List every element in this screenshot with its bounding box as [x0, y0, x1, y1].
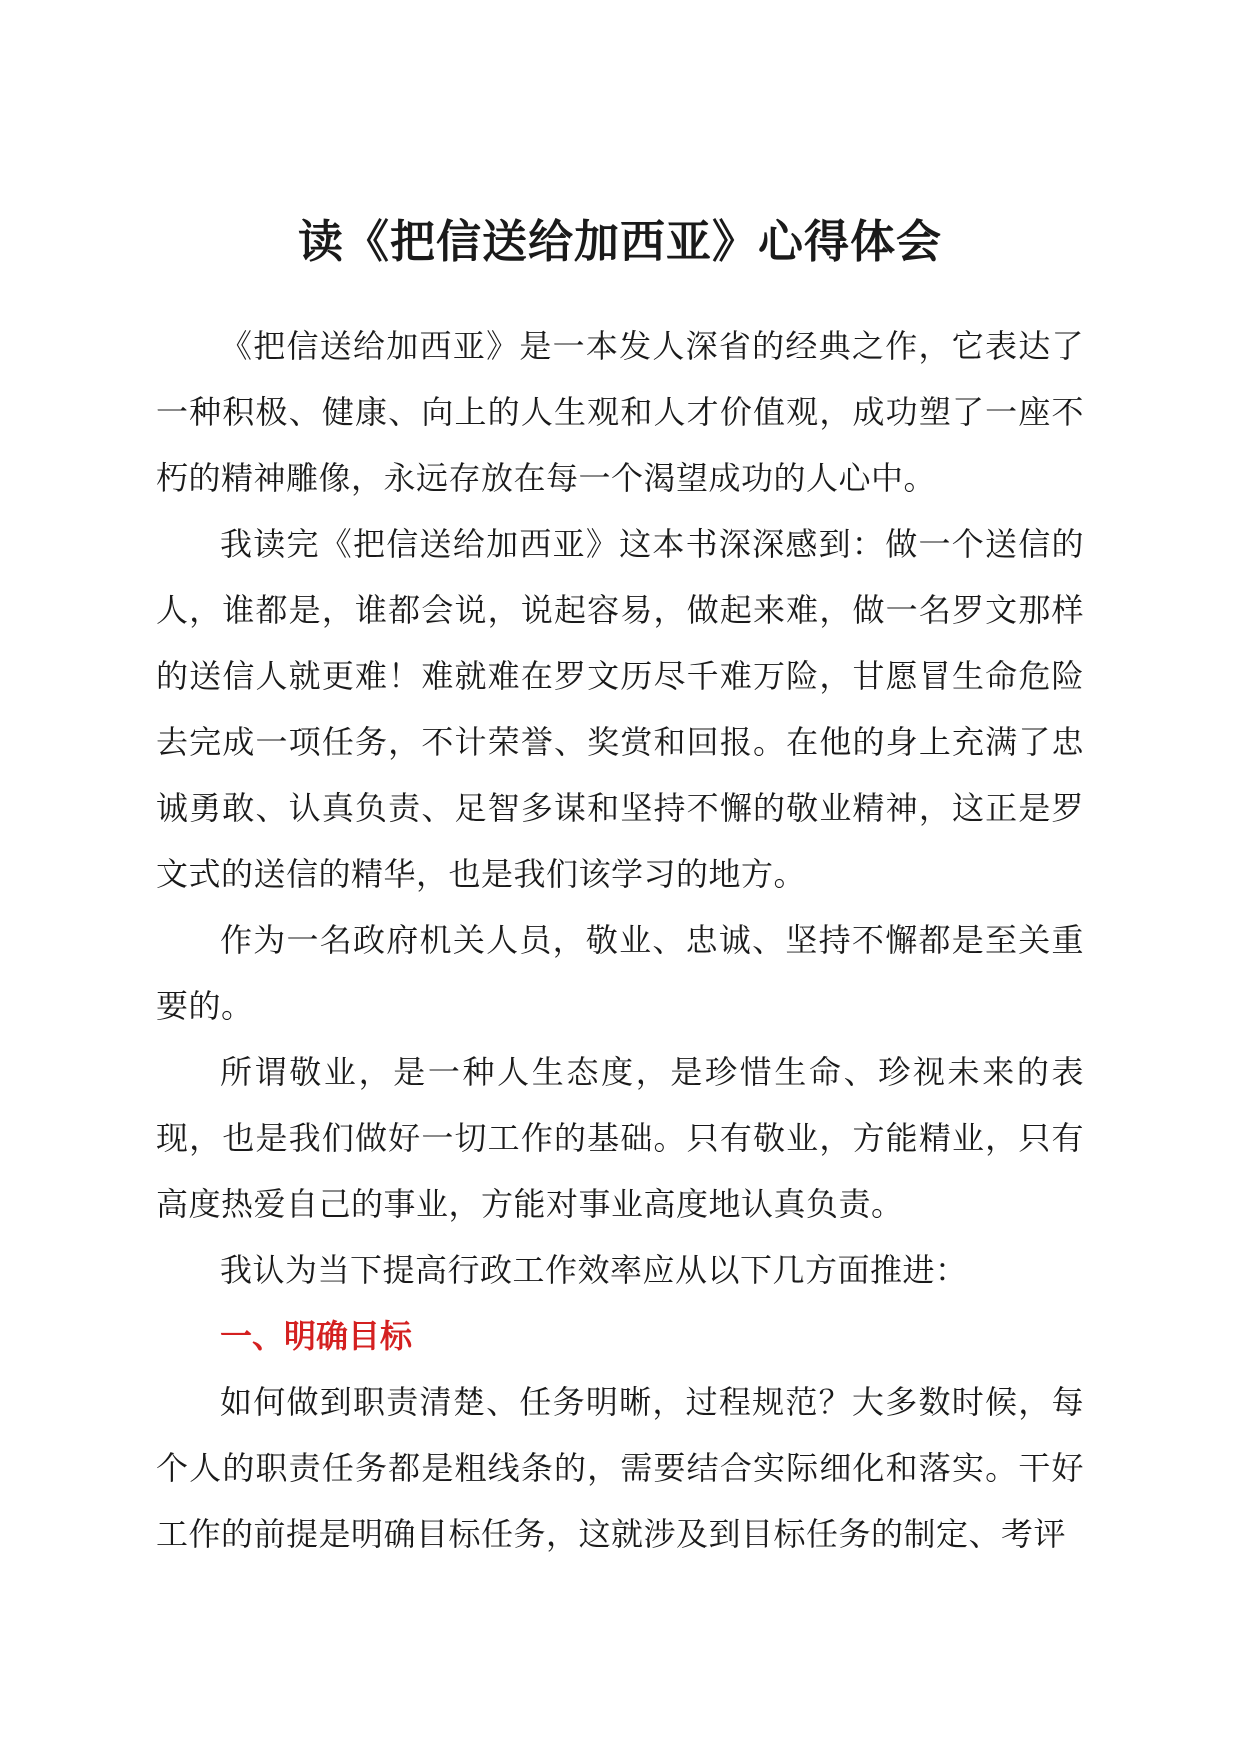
paragraph-dedication: 所谓敬业，是一种人生态度，是珍惜生命、珍视未来的表现，也是我们做好一切工作的基础。只有敬业，方能精业，只有高度热爱自己的事业，方能对事业高度地认真负责。 [156, 1053, 1084, 1223]
paragraph-intro: 《把信送给加西亚》是一本发人深省的经典之作，它表达了一种积极、健康、向上的人生观和人才价值观，成功塑了一座不朽的精神雕像，永远存放在每一个渴望成功的人心中。 [156, 327, 1084, 497]
document-body [156, 313, 1084, 1567]
paragraph-efficiency-intro: 我认为当下提高行政工作效率应从以下几方面推进： [220, 1251, 968, 1289]
document-title: 读《把信送给加西亚》心得体会 [297, 215, 942, 268]
paragraph-reading-reflection: 我读完《把信送给加西亚》这本书深深感到：做一个送信的人，谁都是，谁都会说，说起容易，做起来难，做一名罗文那样的送信人就更难！难就难在罗文历尽千难万险，甘愿冒生命危险去完成一项任务，不计荣誉、奖赏和回报。在他的身上充满了忠诚勇敢、认真负责、足智多谋和坚持不懈的敬业精神，这正是罗文式的送信的精华，也是我们该学习的地方。 [156, 525, 1084, 893]
paragraph-clear-goals: 如何做到职责清楚、任务明晰，过程规范？大多数时候，每个人的职责任务都是粗线条的，需要结合实际细化和落实。干好工作的前提是明确目标任务，这就涉及到目标任务的制定、考评 [156, 1383, 1084, 1553]
section-heading-clear-goals: 一、明确目标 [220, 1317, 413, 1355]
paragraph-government-staff: 作为一名政府机关人员，敬业、忠诚、坚持不懈都是至关重要的。 [156, 921, 1084, 1025]
